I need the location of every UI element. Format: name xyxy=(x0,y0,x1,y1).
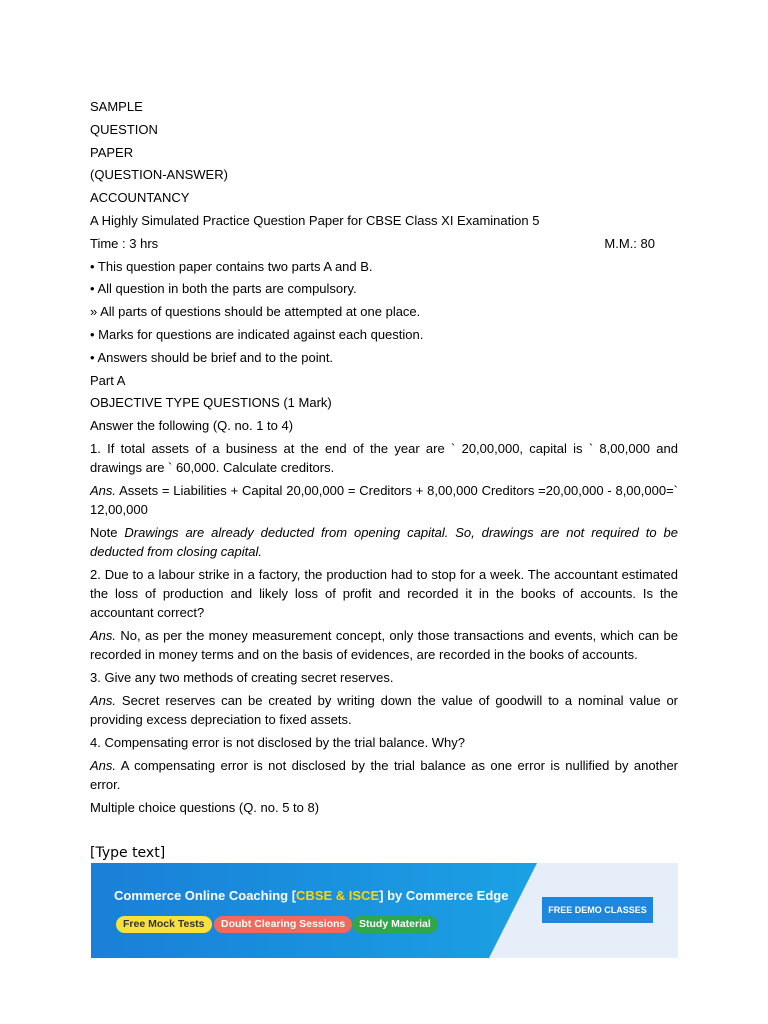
instruction-4: • Marks for questions are indicated against each question. xyxy=(90,326,424,342)
question-1: 1. If total assets of a business at the end of the year are ` 20,00,000, capital is ` 8,00,000 and drawings are ` 60,000. Calculate creditors. xyxy=(90,440,678,475)
question-2: 2. Due to a labour strike in a factory, the production had to stop for a week. The accountant estimated the loss of production and likely loss of profit and recorded it in the books of accounts. Is the accountant correct? xyxy=(90,566,678,620)
time-marks-row xyxy=(90,234,678,257)
ans-label: Ans. xyxy=(90,757,117,773)
free-demo-classes-button[interactable]: FREE DEMO CLASSES xyxy=(542,897,653,923)
tag-study-material: Study Material xyxy=(352,916,438,933)
banner-title-highlight: CBSE & ISCE xyxy=(296,888,380,903)
answer-3 xyxy=(90,691,678,729)
banner-blue-panel xyxy=(91,863,551,958)
ans-label: Ans. xyxy=(90,627,117,643)
instruction-2: • All question in both the parts are compulsory. xyxy=(90,281,357,297)
answer-2 xyxy=(90,626,678,664)
answer-4-text: A compensating error is not disclosed by the trial balance as one error is nullified by another error. xyxy=(90,757,678,792)
mcq-heading: Multiple choice questions (Q. no. 5 to 8) xyxy=(90,799,320,815)
title-question: QUESTION xyxy=(90,121,158,137)
tag-doubt-clearing: Doubt Clearing Sessions xyxy=(214,916,352,933)
answer-instruction: Answer the following (Q. no. 1 to 4) xyxy=(90,418,294,434)
document-body xyxy=(90,97,678,821)
max-marks-label: M.M.: 80 xyxy=(604,235,655,251)
instruction-1: • This question paper contains two parts A and B. xyxy=(90,258,373,274)
answer-3-text: Secret reserves can be created by writing down the value of goodwill to a nominal value or providing excess depreciation to fixed assets. xyxy=(90,692,678,727)
banner-title: Commerce Online Coaching [CBSE & ISCE] by Commerce Edge xyxy=(114,888,509,903)
note-text: Drawings are already deducted from opening capital. So, drawings are not required to be deducted from closing capital. xyxy=(90,524,678,559)
section-heading: OBJECTIVE TYPE QUESTIONS (1 Mark) xyxy=(90,395,332,411)
answer-1-text: Assets = Liabilities + Capital 20,00,000 = Creditors + 8,00,000 Creditors =20,00,000 - 8,00,000=` 12,00,000 xyxy=(90,482,678,517)
title-question-answer: (QUESTION-ANSWER) xyxy=(90,167,228,183)
time-label: Time : 3 hrs xyxy=(90,235,159,251)
paper-description: A Highly Simulated Practice Question Paper for CBSE Class XI Examination 5 xyxy=(90,212,540,228)
title-sample: SAMPLE xyxy=(90,99,143,114)
note-label: Note xyxy=(90,524,118,540)
title-paper: PAPER xyxy=(90,144,134,160)
type-text-placeholder: [Type text] xyxy=(90,845,166,861)
tag-free-mock-tests: Free Mock Tests xyxy=(116,916,212,933)
answer-4 xyxy=(90,756,678,794)
ad-banner[interactable] xyxy=(91,863,678,958)
ans-label: Ans. xyxy=(90,692,117,708)
question-3: 3. Give any two methods of creating secret reserves. xyxy=(90,669,394,685)
part-heading: Part A xyxy=(90,372,126,388)
ans-label: Ans. xyxy=(90,482,117,498)
instruction-5: • Answers should be brief and to the point. xyxy=(90,349,334,365)
question-4: 4. Compensating error is not disclosed by the trial balance. Why? xyxy=(90,734,466,750)
note-1 xyxy=(90,523,678,561)
answer-1 xyxy=(90,481,678,519)
subject-title: ACCOUNTANCY xyxy=(90,190,190,206)
instruction-3: » All parts of questions should be attempted at one place. xyxy=(90,304,421,320)
answer-2-text: No, as per the money measurement concept, only those transactions and events, which can be recorded in money terms and on the basis of evidences, are recorded in the books of accounts. xyxy=(90,627,678,662)
